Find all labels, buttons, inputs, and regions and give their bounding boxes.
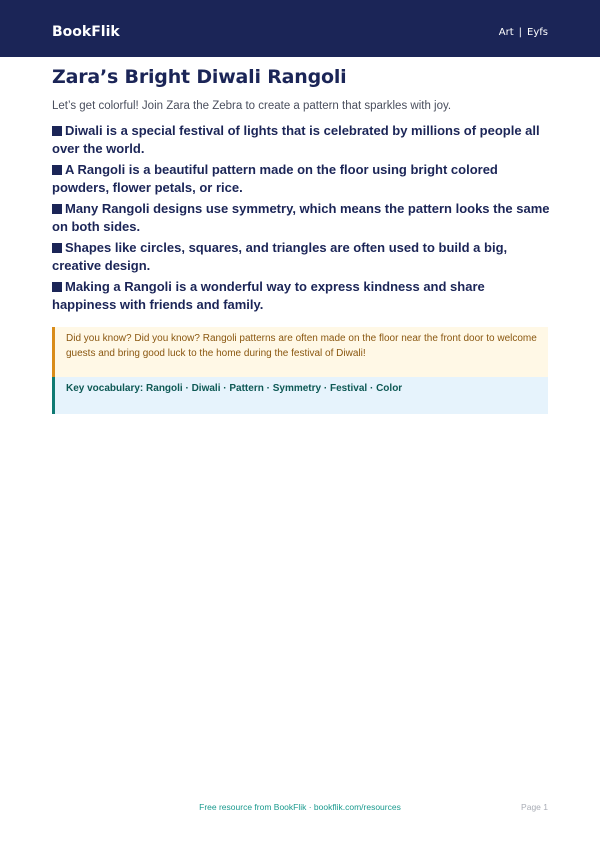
square-bullet-icon: [52, 243, 62, 253]
footer-resource-link[interactable]: Free resource from BookFlik · bookflik.com/resources: [199, 802, 401, 812]
fact-list: [52, 122, 552, 317]
fact-text: Many Rangoli designs use symmetry, which means the pattern looks the same on both sides.: [52, 201, 550, 234]
vocabulary-text: Key vocabulary: Rangoli · Diwali · Pattern · Symmetry · Festival · Color: [66, 383, 403, 394]
page-title: Zara’s Bright Diwali Rangoli: [52, 66, 347, 88]
fact-text: Shapes like circles, squares, and triangles are often used to build a big, creative design.: [52, 240, 508, 273]
page-number: Page 1: [521, 802, 548, 812]
did-you-know-text: Did you know? Did you know? Rangoli patterns are often made on the floor near the front door to welcome guests and bring good luck to the home during the festival of Diwali!: [66, 333, 537, 359]
fact-text: Making a Rangoli is a wonderful way to express kindness and share happiness with friends and family.: [52, 279, 485, 312]
fact-text: A Rangoli is a beautiful pattern made on the floor using bright colored powders, flower petals, or rice.: [52, 162, 498, 195]
fact-text: Diwali is a special festival of lights that is celebrated by millions of people all over the world.: [52, 123, 540, 156]
fact-item: [52, 200, 552, 235]
square-bullet-icon: [52, 126, 62, 136]
fact-item: [52, 278, 552, 313]
square-bullet-icon: [52, 165, 62, 175]
fact-item: [52, 239, 552, 274]
square-bullet-icon: [52, 204, 62, 214]
breadcrumb: [499, 26, 548, 40]
square-bullet-icon: [52, 282, 62, 292]
intro-text: Let’s get colorful! Join Zara the Zebra to create a pattern that sparkles with joy.: [52, 100, 452, 112]
breadcrumb-eyfs[interactable]: Eyfs: [527, 27, 548, 38]
site-header: [0, 0, 600, 57]
fact-item: [52, 161, 552, 196]
breadcrumb-separator: |: [518, 27, 523, 38]
brand-logo[interactable]: BookFlik: [52, 24, 120, 40]
fact-item: [52, 122, 552, 157]
did-you-know-callout: [52, 327, 548, 377]
vocabulary-box: [52, 377, 548, 414]
breadcrumb-art[interactable]: Art: [498, 27, 514, 38]
